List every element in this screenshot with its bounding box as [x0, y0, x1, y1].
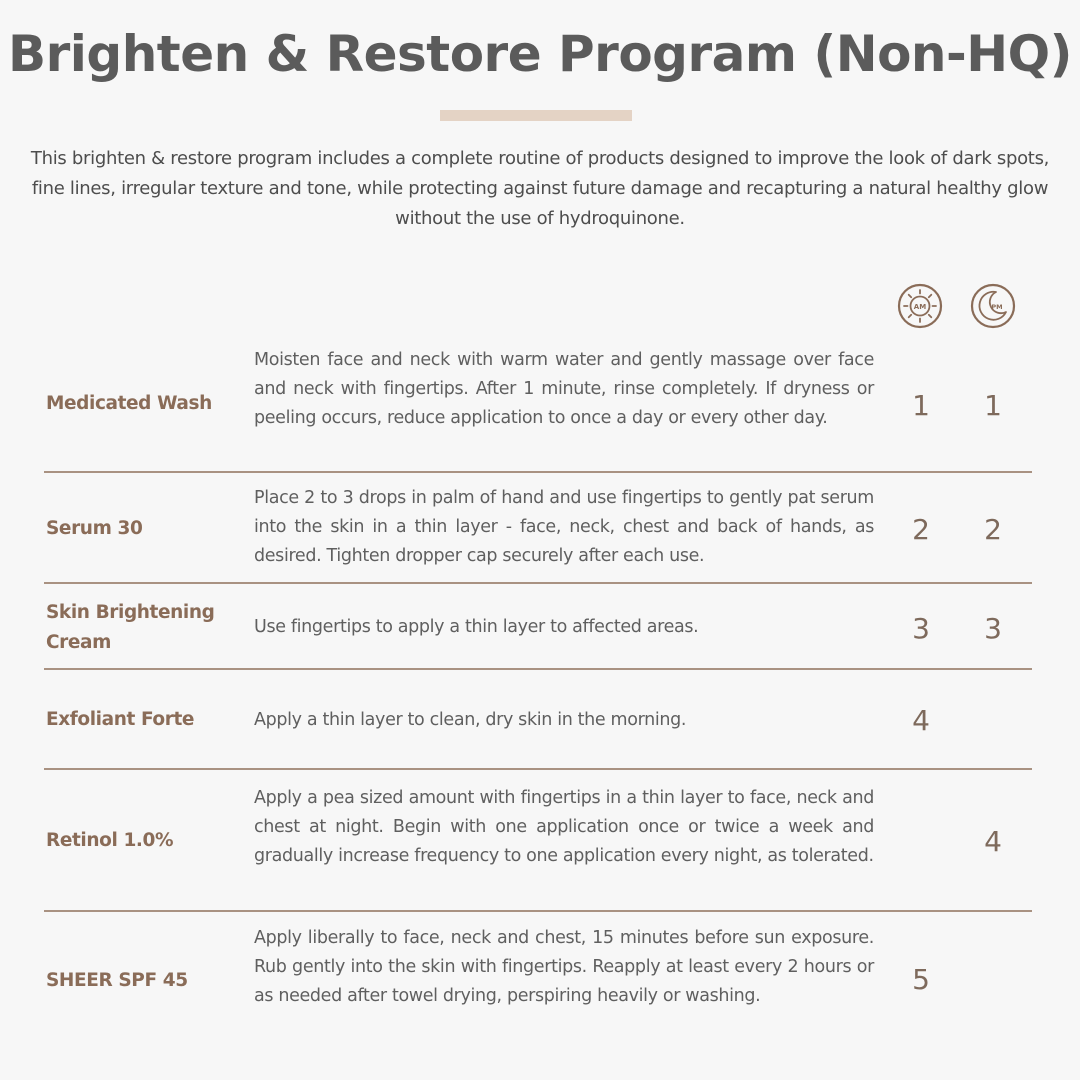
product-directions: Moisten face and neck with warm water and gently massage over face and neck with fingertips. After 1 minute, rinse completely. If dryness or peeling occurs, reduce application to once a day or every other day.: [254, 350, 874, 428]
product-directions: Apply a thin layer to clean, dry skin in the morning.: [254, 710, 687, 730]
am-step-number: 5: [912, 963, 930, 996]
am-label: AM: [913, 303, 927, 311]
product-name: Serum 30: [46, 518, 143, 539]
table-row: [44, 473, 1032, 583]
sun-icon: [896, 282, 944, 330]
product-directions: Apply liberally to face, neck and chest, 15 minutes before sun exposure. Rub gently into the skin with fingertips. Reapply at least every 2 hours or as needed after towel drying, perspiring heavily or washing.: [254, 928, 874, 1006]
am-step-number: 3: [912, 612, 930, 645]
product-name: SHEER SPF 45: [46, 970, 188, 991]
pm-label: PM: [991, 303, 1003, 311]
product-directions: Place 2 to 3 drops in palm of hand and use fingertips to gently pat serum into the skin in a thin layer - face, neck, chest and back of hands, as desired. Tighten dropper cap securely after each use.: [254, 488, 874, 566]
product-name: Skin Brightening Cream: [46, 602, 215, 653]
moon-icon: [969, 282, 1017, 330]
intro-paragraph: This brighten & restore program includes a complete routine of products designed to improve the look of dark spots, fine lines, irregular texture and tone, while protecting against future damage and recapturing a natural healthy glow without the use of hydroquinone.: [30, 148, 1050, 229]
pm-step-number: 4: [984, 825, 1002, 858]
product-directions: Apply a pea sized amount with fingertips in a thin layer to face, neck and chest at night. Begin with one application once or twice a week and gradually increase frequency to one application every night, as tolerated.: [254, 788, 874, 866]
pm-step-number: 1: [984, 389, 1002, 422]
table-row: [44, 912, 1032, 1052]
table-row: [44, 584, 1032, 668]
table-row: [44, 670, 1032, 768]
page-title: Brighten & Restore Program (Non-HQ): [8, 25, 1072, 83]
product-name: Medicated Wash: [46, 393, 212, 414]
product-name: Exfoliant Forte: [46, 709, 195, 730]
am-step-number: 4: [912, 704, 930, 737]
title-underline: [440, 110, 632, 121]
pm-step-number: 2: [984, 513, 1002, 546]
table-row: [44, 344, 1032, 472]
pm-step-number: 3: [984, 612, 1002, 645]
product-directions: Use fingertips to apply a thin layer to affected areas.: [254, 617, 699, 637]
am-step-number: 1: [912, 389, 930, 422]
table-row: [44, 770, 1032, 910]
product-name: Retinol 1.0%: [46, 830, 174, 851]
am-step-number: 2: [912, 513, 930, 546]
